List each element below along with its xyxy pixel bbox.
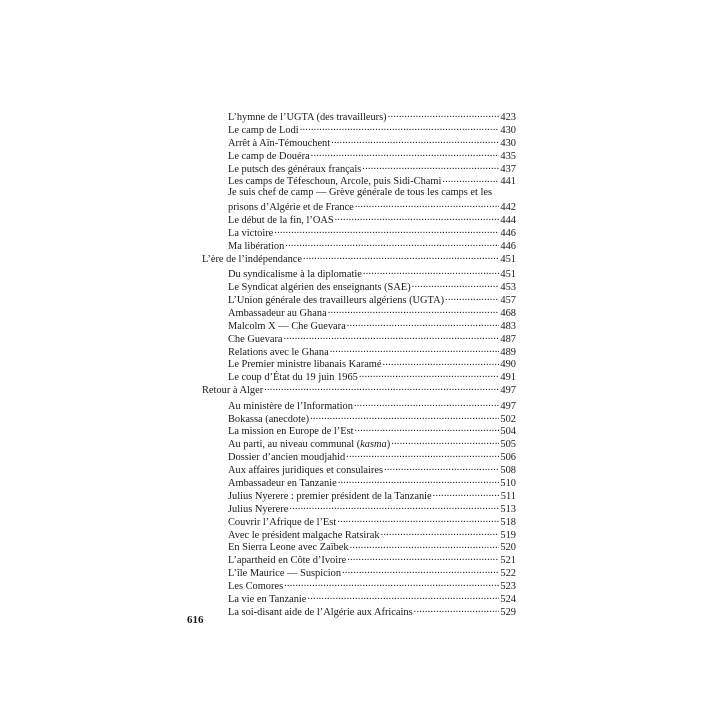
toc-entry [202, 332, 516, 345]
toc-entry-title: Le putsch des généraux français [228, 163, 362, 175]
leader-dots [347, 553, 499, 563]
toc-entry-title: Le coup d’État du 19 juin 1965 [228, 372, 358, 384]
leader-dots [331, 136, 499, 146]
toc-entry-title: Dossier d’ancien moudjahid [228, 452, 346, 464]
toc-entry-title: Arrêt à Aïn-Témouchent [228, 137, 331, 149]
toc-entry-page: 529 [500, 606, 516, 618]
leader-dots [335, 213, 500, 223]
toc-entry-title: La victoire [228, 228, 274, 240]
toc-entry [202, 489, 516, 502]
toc-entry-title: L’apartheid en Côte d’Ivoire [228, 555, 347, 567]
toc-entry [202, 357, 516, 370]
leader-dots [347, 319, 500, 329]
toc-entry-page: 524 [500, 593, 516, 605]
toc-entry [202, 463, 516, 476]
toc-entry [202, 280, 516, 293]
toc-entry-page: 435 [500, 150, 516, 162]
toc-entry-title: Le camp de Lodi [228, 124, 299, 136]
toc-entry [202, 162, 516, 175]
toc-entry-title: Aux affaires juridiques et consulaires [228, 465, 384, 477]
leader-dots [383, 357, 500, 367]
toc-entry [202, 293, 516, 306]
toc-entry-page: 468 [500, 307, 516, 319]
toc-entry-page: 523 [500, 581, 516, 593]
toc-entry-title-italic: kasma [360, 439, 387, 451]
leader-dots [388, 110, 500, 120]
toc-entry [202, 450, 516, 463]
toc-entry-title: Le début de la fin, l’OAS [228, 215, 334, 227]
toc-entry-page: 518 [500, 516, 516, 528]
toc-entry-page: 520 [500, 542, 516, 554]
toc-entry [202, 123, 516, 136]
toc-entry-page: 506 [500, 452, 516, 464]
toc-entry-title: La vie en Tanzanie [228, 593, 307, 605]
leader-dots [412, 280, 500, 290]
toc-entry-page: 442 [500, 202, 516, 214]
leader-dots [338, 476, 500, 486]
toc-entry-title: Che Guevara [228, 333, 283, 345]
toc-section-title: L’ère de l’indépendance [202, 253, 303, 265]
toc-entry [202, 370, 516, 383]
toc-entry [202, 149, 516, 162]
toc-entry-page: 451 [500, 269, 516, 281]
toc-entry [202, 540, 516, 553]
toc-entry-title: La mission en Europe de l’Est [228, 426, 354, 438]
leader-dots [442, 174, 499, 184]
toc-entry-title: La soi-disant aide de l’Algérie aux Africains [228, 606, 413, 618]
toc-entry-page: 446 [500, 240, 516, 252]
toc-entry-page: 430 [500, 124, 516, 136]
leader-dots [307, 592, 499, 602]
toc-entry [202, 213, 516, 226]
toc-entry-title: Ma libération [228, 240, 285, 252]
toc-entry-title: L’hymne de l’UGTA (des travailleurs) [228, 112, 387, 123]
toc-entry-title: Ambassadeur en Tanzanie [228, 477, 337, 489]
leader-dots [362, 162, 499, 172]
leader-dots [391, 437, 499, 447]
leader-dots [311, 149, 500, 159]
toc-entry-page: 441 [500, 176, 516, 188]
toc-entry [202, 553, 516, 566]
leader-dots [355, 424, 500, 434]
leader-dots [359, 370, 500, 380]
toc-entry-title: L’île Maurice — Suspicion [228, 568, 342, 580]
leader-dots [289, 502, 499, 512]
toc-entry-page: 491 [500, 372, 516, 384]
toc-entry-title: Au ministère de l’Information [228, 400, 353, 412]
toc-entry-page: 446 [500, 228, 516, 240]
leader-dots [284, 332, 500, 342]
toc-entry [202, 110, 516, 123]
toc-entry [202, 136, 516, 149]
toc-entry-page: 510 [500, 477, 516, 489]
leader-dots [433, 489, 500, 499]
leader-dots [330, 345, 500, 355]
toc-entry-page: 522 [500, 568, 516, 580]
toc-entry-page: 457 [500, 294, 516, 306]
toc-entry-title: Relations avec le Ghana [228, 346, 329, 358]
leader-dots [285, 239, 499, 249]
toc-entry [202, 528, 516, 541]
toc-entry-title: En Sierra Leone avec Zaïbek [228, 542, 349, 554]
toc-entry [202, 399, 516, 412]
toc-entry-title: Du syndicalisme à la diplomatie [228, 269, 362, 281]
toc-entry [202, 306, 516, 319]
leader-dots [342, 566, 499, 576]
toc-entry-title: Couvrir l’Afrique de l’Est [228, 516, 337, 528]
toc-entry [202, 437, 516, 450]
toc-entry-title-line2: prisons d’Algérie et de France [228, 202, 354, 214]
toc-entry-page: 423 [500, 112, 516, 123]
toc-entry [202, 267, 516, 280]
toc-entry-title-pre: Au parti, au niveau communal ( [228, 439, 361, 451]
toc-entry [202, 412, 516, 425]
toc-entry-page: 483 [500, 320, 516, 332]
toc-entry-title: Les Comores [228, 581, 284, 593]
toc-entry-title-line1: Je suis chef de camp — Grève générale de tous les camps et les [228, 187, 492, 199]
leader-dots [284, 579, 499, 589]
toc-entry [202, 592, 516, 605]
toc-entry-title: Le camp de Douéra [228, 150, 310, 162]
toc-entry [202, 424, 516, 437]
leader-dots [310, 412, 499, 422]
toc-entry-title: Bokassa (anecdote) [228, 413, 310, 425]
toc-entry-page: 497 [500, 385, 516, 397]
toc-entry-title: Le Premier ministre libanais Karamé [228, 359, 382, 371]
toc-entry-page: 505 [500, 439, 516, 451]
toc-entry-title: Les camps de Téfeschoun, Arcole, puis Sidi-Chami [228, 176, 442, 188]
toc-entry-page: 513 [500, 503, 516, 515]
toc-entry-page: 511 [500, 490, 516, 502]
toc-entry [202, 515, 516, 528]
toc-entry-page: 453 [500, 282, 516, 294]
toc-entry [202, 502, 516, 515]
toc-entry [202, 345, 516, 358]
leader-dots [303, 252, 499, 262]
leader-dots [384, 463, 499, 473]
toc-section-title: Retour à Alger [202, 385, 264, 397]
leader-dots [354, 399, 499, 409]
toc-entry [202, 579, 516, 592]
toc-entry-title: Julius Nyerere : premier président de la Tanzanie [228, 490, 432, 502]
toc-entry [202, 174, 516, 187]
toc-entry [202, 187, 516, 213]
toc-entry-title: Ambassadeur au Ghana [228, 307, 327, 319]
toc-entry-page: 437 [500, 163, 516, 175]
toc-entry-page: 519 [500, 529, 516, 541]
toc-entry-page: 451 [500, 253, 516, 265]
toc-entry-page: 490 [500, 359, 516, 371]
toc-entry-page: 502 [500, 413, 516, 425]
toc-entry [202, 226, 516, 239]
toc-entry-page: 497 [500, 400, 516, 412]
leader-dots [355, 200, 500, 210]
toc-entry-page: 487 [500, 333, 516, 345]
toc-entry [202, 476, 516, 489]
toc-entry-title: Avec le président malgache Ratsirak [228, 529, 380, 541]
toc-entry [202, 605, 516, 618]
toc-entry-title: Malcolm X — Che Guevara [228, 320, 346, 332]
toc-entry-page: 504 [500, 426, 516, 438]
leader-dots [264, 383, 499, 393]
leader-dots [346, 450, 499, 460]
table-of-contents [202, 110, 516, 618]
toc-entry [202, 566, 516, 579]
toc-section-heading [202, 252, 516, 265]
leader-dots [274, 226, 499, 236]
leader-dots [300, 123, 500, 133]
toc-entry-page: 430 [500, 137, 516, 149]
leader-dots [445, 293, 499, 303]
toc-entry [202, 319, 516, 332]
leader-dots [337, 515, 499, 525]
page-number: 616 [187, 614, 204, 626]
toc-entry-title: Le Syndicat algérien des enseignants (SAE) [228, 282, 411, 294]
toc-entry-page: 521 [500, 555, 516, 567]
toc-entry-page: 508 [500, 465, 516, 477]
toc-entry [202, 239, 516, 252]
leader-dots [350, 540, 500, 550]
toc-entry-title: Julius Nyerere [228, 503, 289, 515]
leader-dots [414, 605, 500, 615]
leader-dots [363, 267, 500, 277]
toc-entry-title: L’Union générale des travailleurs algériens (UGTA) [228, 294, 445, 306]
toc-entry-page: 444 [500, 215, 516, 227]
toc-entry-page: 489 [500, 346, 516, 358]
leader-dots [381, 528, 500, 538]
toc-section-heading [202, 383, 516, 396]
toc-entry-title-post: ) [386, 439, 391, 451]
leader-dots [328, 306, 500, 316]
